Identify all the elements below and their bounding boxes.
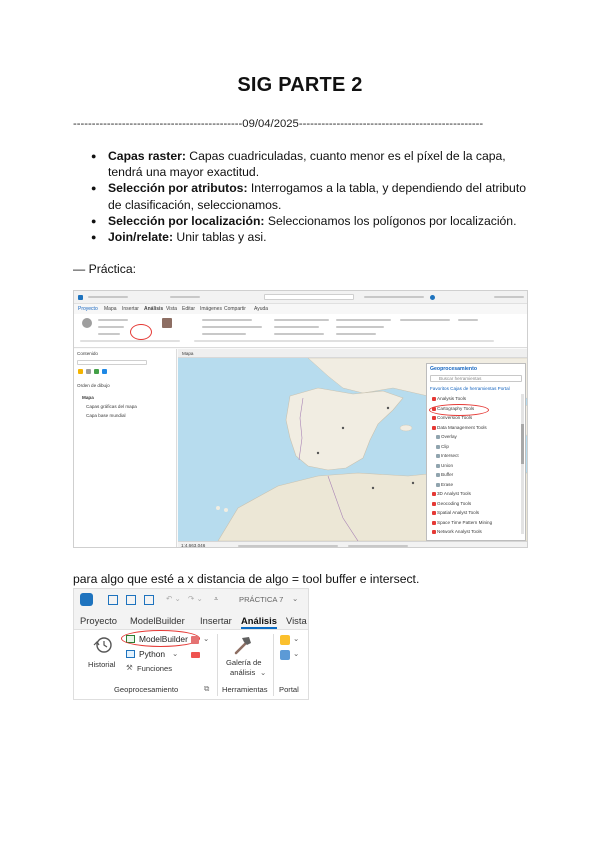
toolbox-item[interactable]: Erase xyxy=(441,481,454,487)
galeria-label-2[interactable]: análisis xyxy=(230,668,256,677)
geoprocessing-title: Geoprocesamiento xyxy=(430,366,477,372)
status-bar xyxy=(178,541,528,548)
toolbox-icon xyxy=(432,511,436,515)
user-icon[interactable] xyxy=(430,295,435,300)
tab-editar[interactable]: Editar xyxy=(182,306,196,312)
tool-icon xyxy=(436,483,440,487)
modelbuilder-button[interactable]: ModelBuilder xyxy=(139,634,188,644)
toolbox-item[interactable]: Union xyxy=(441,462,454,468)
toolbox-item[interactable]: Space Time Pattern Mining xyxy=(437,519,493,525)
modelbuilder-highlight-circle xyxy=(121,630,200,647)
buffer-highlight-circle xyxy=(429,404,489,416)
tool-icon xyxy=(436,464,440,468)
toolbox-item[interactable]: Overlay xyxy=(441,434,457,439)
tab-vista[interactable]: Vista xyxy=(286,615,307,626)
scrollbar-thumb[interactable] xyxy=(521,424,524,464)
modelbuilder-highlight-circle xyxy=(130,324,152,340)
tab-insertar[interactable]: Insertar xyxy=(200,615,232,626)
python-icon[interactable] xyxy=(126,650,135,658)
tools-icon: ⚒ xyxy=(126,663,133,672)
layer-tool-icon[interactable] xyxy=(86,369,91,374)
toolbox-icon xyxy=(432,530,436,534)
group-label-herramientas: Herramientas xyxy=(222,685,268,694)
contents-pane xyxy=(74,349,177,548)
toolbox-item[interactable]: Cartography Tools xyxy=(437,405,475,411)
save-icon[interactable] xyxy=(108,595,118,605)
list-item: ● Selección por localización: Seleccionamos los polígonos por localización. xyxy=(108,213,538,229)
undo-icon[interactable]: ↶ ⌄ xyxy=(166,594,181,603)
quick-access-toolbar xyxy=(74,589,308,611)
tab-vista[interactable]: Vista xyxy=(166,306,178,312)
ribbon xyxy=(74,314,527,348)
layer-item[interactable]: Capa base mundial xyxy=(86,413,126,418)
model-status-icon xyxy=(191,636,199,644)
open-icon[interactable] xyxy=(126,595,136,605)
historial-label[interactable]: Historial xyxy=(88,660,116,669)
layer-tool-icon[interactable] xyxy=(102,369,107,374)
chevron-down-icon[interactable]: ⌄ xyxy=(293,649,300,658)
galeria-label[interactable]: Galería de xyxy=(226,658,262,667)
geoprocessing-tabs[interactable]: Favoritos Cajas de herramientas Portal xyxy=(430,386,510,391)
toolbox-icon xyxy=(432,502,436,506)
concept-list xyxy=(108,148,538,245)
chevron-down-icon[interactable]: ⌄ xyxy=(260,668,267,677)
chevron-down-icon[interactable]: ⌄ xyxy=(293,634,300,643)
tool-icon xyxy=(436,445,440,449)
tool-search-input[interactable]: Buscar herramientas xyxy=(439,376,482,381)
toolbox-item[interactable]: Analysis Tools xyxy=(437,396,467,401)
group-label-geoprocesamiento: Geoprocesamiento xyxy=(114,685,179,694)
portal-icon[interactable] xyxy=(280,635,290,645)
layer-item[interactable]: Capas gráficas del mapa xyxy=(86,404,137,409)
chevron-down-icon[interactable]: ⌄ xyxy=(203,634,210,643)
tab-analisis[interactable]: Análisis xyxy=(144,306,164,312)
toolbox-item[interactable]: Conversion Tools xyxy=(437,415,473,420)
toolbox-icon xyxy=(432,492,436,496)
ribbon-tabs xyxy=(74,611,308,629)
tab-analisis[interactable]: Análisis xyxy=(241,615,277,626)
hammer-icon[interactable] xyxy=(232,634,254,656)
ribbon-tabs xyxy=(74,304,527,314)
list-item: ● Join/relate: Unir tablas y asi. xyxy=(108,229,538,245)
tab-insertar[interactable]: Insertar xyxy=(122,306,139,312)
toolbox-item[interactable]: Clip xyxy=(441,443,449,449)
toolbox-icon xyxy=(432,416,436,420)
title-bar xyxy=(74,291,527,304)
document-title: SIG PARTE 2 xyxy=(237,74,363,96)
map-node[interactable]: Mapa xyxy=(82,395,94,400)
history-icon[interactable] xyxy=(93,636,113,654)
list-item: ● Capas raster: Capas cuadriculadas, cuanto menor es el píxel de la capa, tendrá una mayor exactitud. xyxy=(108,148,538,180)
date-separator: ---------------------------------------------09/04/2025------------------------------------------------- xyxy=(73,118,484,130)
tool-icon xyxy=(436,435,440,439)
history-icon[interactable] xyxy=(82,318,92,328)
tab-proyecto[interactable]: Proyecto xyxy=(78,306,98,312)
new-icon[interactable] xyxy=(144,595,154,605)
python-button[interactable]: Python xyxy=(139,649,166,659)
tool-icon xyxy=(436,473,440,477)
tab-modelbuilder[interactable]: ModelBuilder xyxy=(130,615,185,626)
map-view-tab[interactable]: Mapa xyxy=(178,349,528,358)
environment-icon[interactable] xyxy=(191,652,200,658)
scale-readout[interactable]: 1:4.663.046 xyxy=(181,543,206,548)
toolbox-item[interactable]: Geocoding Tools xyxy=(437,500,472,506)
toolbox-item[interactable]: Spatial Analyst Tools xyxy=(437,510,480,515)
chevron-down-icon[interactable]: ⌄ xyxy=(292,594,299,603)
chevron-down-icon[interactable]: ⌄ xyxy=(172,649,179,658)
toolbox-icon xyxy=(432,397,436,401)
portal-grid-icon[interactable] xyxy=(280,650,290,660)
arcgis-window-screenshot xyxy=(73,290,528,548)
toolbox-item[interactable]: 3D Analyst Tools xyxy=(437,491,471,496)
layer-tool-icon[interactable] xyxy=(78,369,83,374)
project-name: PRÁCTICA 7 xyxy=(239,595,284,604)
app-icon xyxy=(78,295,83,300)
ribbon-zoom-screenshot xyxy=(73,588,309,700)
customize-icon[interactable]: ⩡ xyxy=(214,594,219,603)
layer-tool-icon[interactable] xyxy=(94,369,99,374)
funciones-button[interactable]: Funciones xyxy=(137,664,173,673)
drawing-order-header: Orden de dibujo xyxy=(77,383,110,388)
group-label-portal: Portal xyxy=(279,685,299,694)
tab-compartir[interactable]: Compartir xyxy=(224,306,246,312)
toolbox-item[interactable]: Data Management Tools xyxy=(437,424,487,430)
buffer-note: para algo que esté a x distancia de algo = tool buffer e intersect. xyxy=(73,572,420,586)
toolbox-icon xyxy=(432,521,436,525)
toolbox-icon xyxy=(432,426,436,430)
geoprocessing-pane xyxy=(426,363,526,541)
scrollbar[interactable] xyxy=(521,394,524,534)
arcgis-logo-icon xyxy=(80,593,93,606)
toolbox-item[interactable]: Buffer xyxy=(441,472,454,477)
contents-title: Contenido xyxy=(77,351,98,356)
tab-proyecto[interactable]: Proyecto xyxy=(80,615,117,626)
list-item: ● Selección por atributos: Interrogamos a la tabla, y dependiendo del atributo de clasificación, seleccionamos. xyxy=(108,180,538,212)
hammer-icon[interactable] xyxy=(162,318,172,328)
tool-icon xyxy=(436,454,440,458)
tab-ayuda[interactable]: Ayuda xyxy=(254,306,269,312)
practica-heading: — Práctica: xyxy=(73,262,136,276)
toolbox-item[interactable]: Intersect xyxy=(441,453,459,458)
redo-icon[interactable]: ↷ ⌄ xyxy=(188,594,203,603)
ribbon-content xyxy=(74,629,308,700)
tab-imagenes[interactable]: Imágenes xyxy=(200,306,222,312)
dialog-launcher-icon[interactable]: ⧉ xyxy=(204,684,210,693)
tab-mapa[interactable]: Mapa xyxy=(104,306,117,312)
toolbox-item[interactable]: Network Analyst Tools xyxy=(437,529,482,534)
